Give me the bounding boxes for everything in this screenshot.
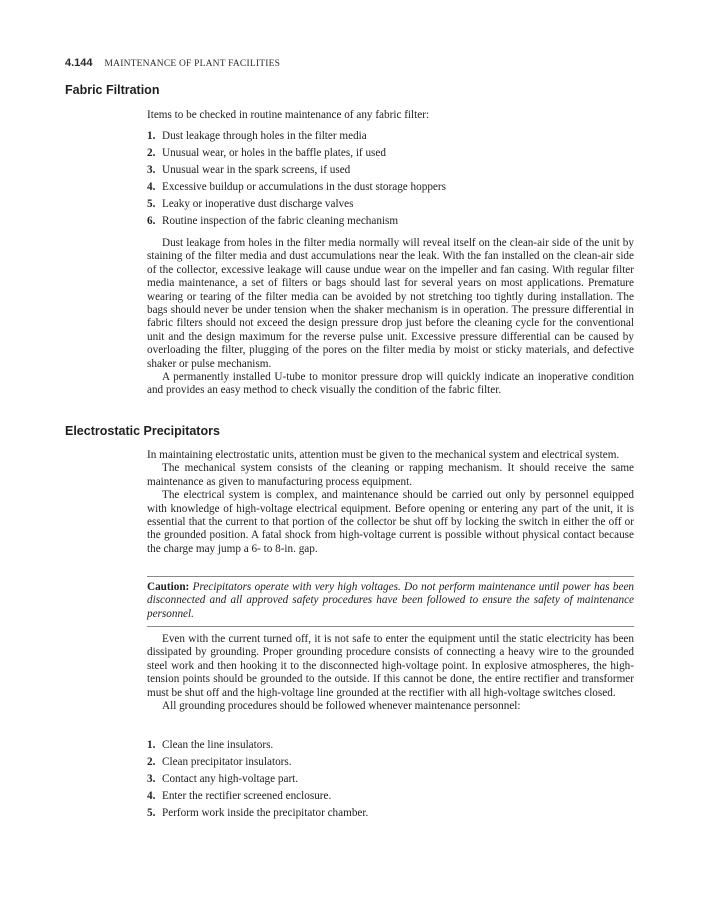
list-item-number: 5. bbox=[147, 198, 156, 210]
running-header bbox=[65, 53, 280, 71]
electro-paragraph-1: In maintaining electrostatic units, attention must be given to the mechanical system and electrical system. bbox=[147, 449, 620, 461]
electro-body-bottom bbox=[147, 633, 634, 713]
electro-paragraph-2: The mechanical system consists of the cleaning or rapping mechanism. It should receive the same maintenance as given to manufacturing process equipment. bbox=[147, 462, 634, 488]
list-item-text: Dust leakage through holes in the filter media bbox=[162, 130, 367, 142]
electro-paragraph-4: Even with the current turned off, it is not safe to enter the equipment until the static electricity has been dissipated by grounding. Proper grounding procedure consists of connecting a heavy wire to the grounded steel work and then hooking it to the disconnected high-voltage point. In explosive atmospheres, the high-tension points should be grounded to the outside. If this cannot be done, the entire rectifier and transformer must be shut off and the high-voltage line grounded at the rectifier with all high-voltage switches closed. bbox=[147, 633, 634, 699]
grounding-checklist bbox=[147, 737, 634, 822]
list-item-number: 3. bbox=[147, 164, 156, 176]
list-item-text: Routine inspection of the fabric cleaning mechanism bbox=[162, 215, 399, 227]
list-item-number: 6. bbox=[147, 215, 156, 227]
section-heading-fabric-filtration: Fabric Filtration bbox=[65, 83, 160, 97]
list-item-number: 2. bbox=[147, 147, 156, 159]
list-item bbox=[147, 805, 634, 822]
list-item-number: 5. bbox=[147, 807, 156, 819]
page-number: 4.144 bbox=[65, 57, 93, 69]
fabric-intro-text: Items to be checked in routine maintenance of any fabric filter: bbox=[147, 109, 430, 121]
list-item bbox=[147, 145, 634, 162]
list-item-text: Unusual wear in the spark screens, if used bbox=[162, 164, 351, 176]
list-item bbox=[147, 179, 634, 196]
list-item-number: 3. bbox=[147, 773, 156, 785]
list-item bbox=[147, 162, 634, 179]
list-item-text: Clean the line insulators. bbox=[162, 739, 274, 751]
caution-bottom-rule bbox=[147, 626, 634, 627]
list-item-text: Leaky or inoperative dust discharge valves bbox=[162, 198, 354, 210]
fabric-checklist bbox=[147, 128, 634, 230]
list-item-text: Excessive buildup or accumulations in the dust storage hoppers bbox=[162, 181, 446, 193]
caution-top-rule bbox=[147, 576, 634, 577]
list-item bbox=[147, 213, 634, 230]
electro-paragraph-3: The electrical system is complex, and maintenance should be carried out only by personnel equipped with knowledge of high-voltage electrical equipment. Before opening or entering any part of the unit, it is essential that the current to that portion of the collector be shut off by locking the switch in either the off or the grounded position. A fatal shock from high-voltage current is possible without physical contact because the charge may jump a 6- to 8-in. gap. bbox=[147, 489, 634, 555]
fabric-paragraph-2: A permanently installed U-tube to monitor pressure drop will quickly indicate an inoperative condition and provides an easy method to check visually the condition of the fabric filter. bbox=[147, 371, 634, 397]
fabric-intro bbox=[147, 109, 634, 122]
list-item-number: 1. bbox=[147, 130, 156, 142]
list-item-number: 4. bbox=[147, 181, 156, 193]
list-item-number: 2. bbox=[147, 756, 156, 768]
list-item-text: Unusual wear, or holes in the baffle plates, if used bbox=[162, 147, 386, 159]
list-item-text: Perform work inside the precipitator chamber. bbox=[162, 807, 369, 819]
section-heading-electrostatic-precipitators: Electrostatic Precipitators bbox=[65, 424, 220, 438]
caution-note bbox=[147, 581, 634, 621]
list-item-number: 4. bbox=[147, 790, 156, 802]
electro-body-top bbox=[147, 449, 634, 556]
fabric-body bbox=[147, 237, 634, 398]
list-item-text: Clean precipitator insulators. bbox=[162, 756, 292, 768]
list-item bbox=[147, 196, 634, 213]
running-title: MAINTENANCE OF PLANT FACILITIES bbox=[104, 59, 281, 69]
caution-text: Precipitators operate with very high voltages. Do not perform maintenance until power has been disconnected and all approved safety procedures have been followed to ensure the safety of maintenance personnel. bbox=[147, 581, 635, 620]
fabric-paragraph-1: Dust leakage from holes in the filter media normally will reveal itself on the clean-air side of the unit by staining of the filter media and dust accumulations near the leak. With the fan installed on the clean-air side of the collector, excessive leakage will cause undue wear on the impeller and fan casing. With regular filter media maintenance, a set of filters or bags should last for several years on most applications. Premature wearing or tearing of the filter media can be avoided by not stretching too tightly during installation. The bags should never be under tension when the shaker mechanism is in operation. The pressure differential in fabric filters should not exceed the design pressure drop just before the cleaning cycle for the conventional unit and the design maximum for the reverse pulse unit. Excessive pressure differential can be caused by overloading the filter, plugging of the pores on the filter media by moist or sticky materials, and defective shaker or pulse mechanism. bbox=[147, 237, 634, 370]
list-item-text: Enter the rectifier screened enclosure. bbox=[162, 790, 332, 802]
list-item-text: Contact any high-voltage part. bbox=[162, 773, 299, 785]
list-item-number: 1. bbox=[147, 739, 156, 751]
list-item bbox=[147, 788, 634, 805]
list-item bbox=[147, 771, 634, 788]
caution-label: Caution: bbox=[147, 581, 190, 593]
list-item bbox=[147, 737, 634, 754]
list-item bbox=[147, 754, 634, 771]
electro-paragraph-5: All grounding procedures should be followed whenever maintenance personnel: bbox=[162, 700, 521, 713]
list-item bbox=[147, 128, 634, 145]
